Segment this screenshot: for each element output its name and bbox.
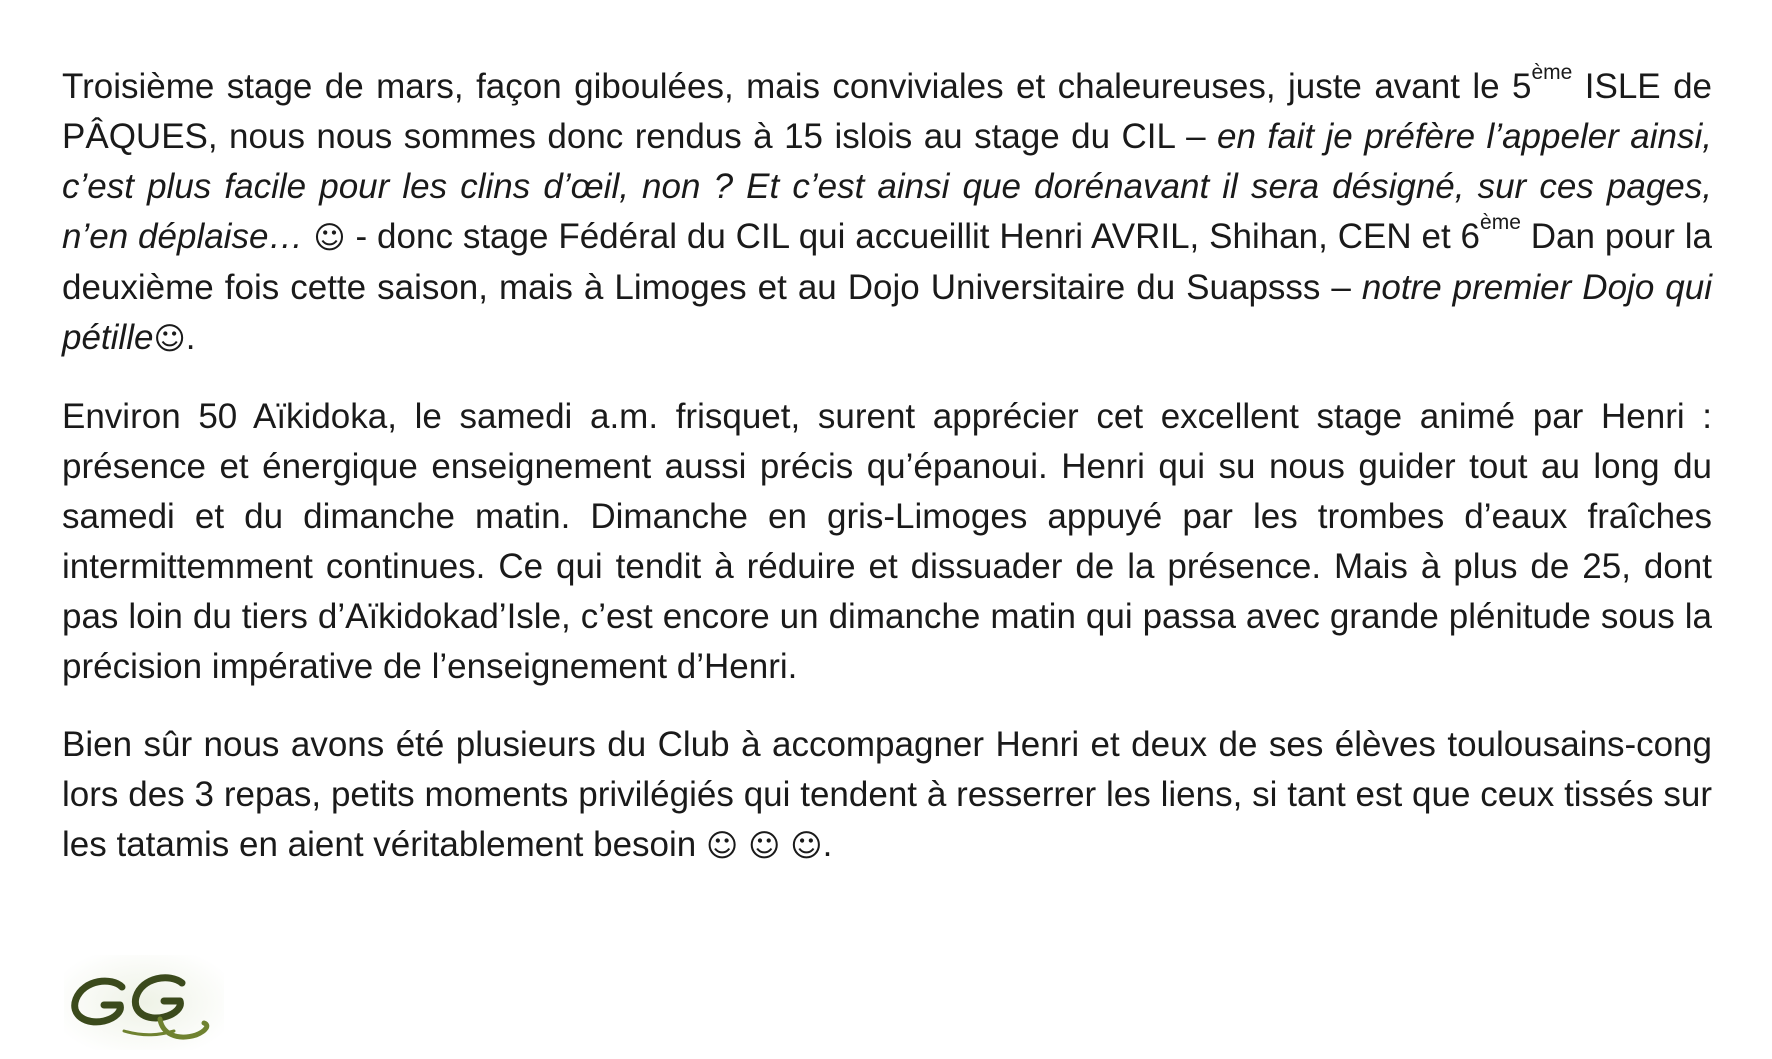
paragraph-3 [62, 720, 1712, 871]
p1-text-4: Dan pour la deuxième fois cette saison, mais à Limoges et au Dojo Universitaire du Suapsss – [62, 217, 1713, 307]
p3-text: Bien sûr nous avons été plusieurs du Club à accompagner Henri et deux de ses élèves toulousains-cong lors des 3 repas, petits moments privilégiés qui tendent à resserrer les liens, si tant est que ceux tissés sur les tatamis en aient véritablement besoin [62, 725, 1712, 864]
signature-gg-icon [64, 955, 224, 1050]
smiley-icons: ☺ ☺ ☺ [705, 828, 823, 864]
p1-superscript-1: ème [1531, 61, 1573, 85]
p1-text-3: - donc stage Fédéral du CIL qui accueillit Henri AVRIL, Shihan, CEN et 6 [345, 217, 1481, 256]
p1-italic-aside: en fait je préfère l’appeler ainsi, c’est plus facile pour les clins d’œil, non ? Et c’est ainsi que dorénavant il sera désigné, sur ces pages, n’en déplaise… [62, 117, 1712, 256]
p1-superscript-2: ème [1480, 211, 1521, 235]
p3-end: . [822, 825, 833, 864]
paragraph-2: Environ 50 Aïkidoka, le samedi a.m. frisquet, surent apprécier cet excellent stage animé par Henri : présence et énergique enseignement aussi précis qu’épanoui. Henri qui su nous guider tout au long du samedi et du dimanche matin. Dimanche en gris-Limoges appuyé par les trombes d’eaux fraîches intermittemment continues. Ce qui tendit à réduire et dissuader de la présence. Mais à plus de 25, dont pas loin du tiers d’Aïkidokad’Isle, c’est encore un dimanche matin qui passa avec grande plénitude sous la précision impérative de l’enseignement d’Henri. [62, 397, 1712, 686]
signature-logo [64, 955, 224, 1050]
p1-text-2: ISLE de PÂQUES, nous nous sommes donc rendus à 15 islois au stage du CIL – [62, 67, 1712, 156]
paragraph-1 [62, 62, 1712, 364]
p1-text-5: . [185, 318, 196, 357]
p1-italic-dojo: notre premier Dojo qui pétille [62, 268, 1712, 357]
document-body [62, 62, 1712, 899]
p1-text-1: Troisième stage de mars, façon giboulées, mais conviviales et chaleureuses, juste avant le 5 [62, 67, 1532, 106]
smiley-icon: ☺ [313, 220, 346, 256]
smiley-icon: ☺ [153, 321, 186, 357]
